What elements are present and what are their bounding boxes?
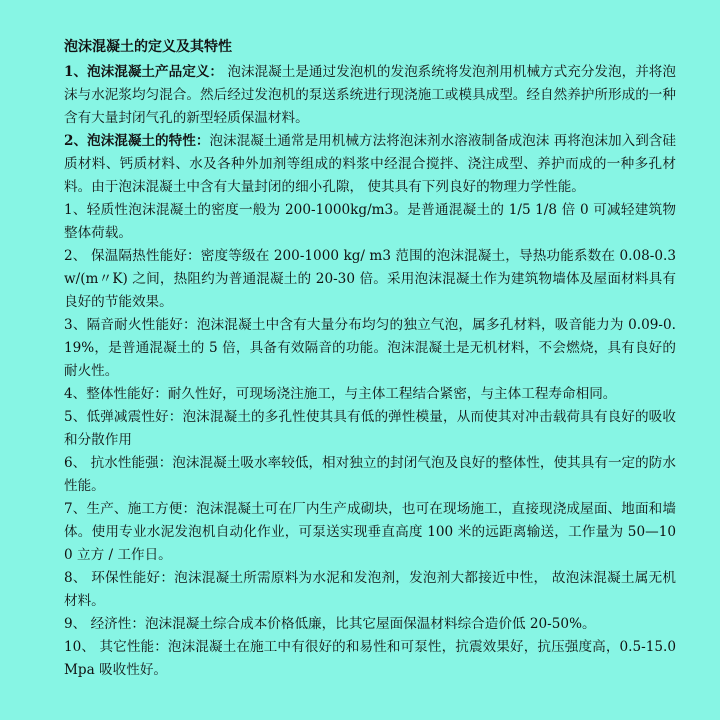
paragraph-item-9: 9、 经济性：泡沫混凝土综合成本价格低廉，比其它屋面保温材料综合造价低 20-50%。 bbox=[64, 616, 596, 632]
document-title: 泡沫混凝土的定义及其特性 bbox=[64, 39, 232, 55]
paragraph-item-4: 4、整体性能好：耐久性好，可现场浇注施工，与主体工程结合紧密，与主体工程寿命相同。 bbox=[64, 386, 617, 402]
paragraph-lead: 1、泡沫混凝土产品定义： bbox=[64, 64, 224, 80]
paragraph-definition bbox=[64, 61, 676, 130]
paragraph-properties bbox=[64, 130, 676, 199]
paragraph-lead: 2、泡沫混凝土的特性： bbox=[64, 133, 210, 149]
paragraph-item-6: 6、 抗水性能强：泡沫混凝土吸水率较低，相对独立的封闭气泡及良好的整体性，使其具有一定的防水性能。 bbox=[64, 455, 676, 494]
paragraph-item-10: 10、 其它性能：泡沫混凝土在施工中有很好的和易性和可泵性，抗震效果好，抗压强度高，0.5-15.0Mpa 吸收性好。 bbox=[64, 639, 676, 678]
paragraph-text: 泡沫混凝土是通过发泡机的发泡系统将发泡剂用机械方式充分发泡，并将泡沫与水泥浆均匀混合。然后经过发泡机的泵送系统进行现浇施工或模具成型。经自然养护所形成的一种含有大量封闭气孔的新型轻质保温材料。 bbox=[64, 64, 676, 126]
paragraph-item-1: 1、轻质性泡沫混凝土的密度一般为 200-1000kg/m3。是普通混凝土的 1/5 1/8 倍 0 可减轻建筑物整体荷载。 bbox=[64, 202, 676, 241]
paragraph-item-3: 3、隔音耐火性能好：泡沫混凝土中含有大量分布均匀的独立气泡，属多孔材料，吸音能力为 0.09-0.19%，是普通混凝土的 5 倍，具备有效隔音的功能。泡沫混凝土是无机材料，不会燃烧，具有良好的耐火性。 bbox=[64, 317, 676, 379]
paragraph-text: 泡沫混凝土通常是用机械方法将泡沫剂水溶液制备成泡沫 再将泡沫加入到含硅质材料、钙质材料、水及各种外加剂等组成的料浆中经混合搅拌、浇注成型、养护而成的一种多孔材料。由于泡沫混凝土中含有大量封闭的细小孔隙， 使其具有下列良好的物理力学性能。 bbox=[64, 133, 676, 195]
paragraph-item-7: 7、生产、施工方便：泡沫混凝土可在厂内生产成砌块，也可在现场施工，直接现浇成屋面、地面和墙体。使用专业水泥发泡机自动化作业，可泵送实现垂直高度 100 米的远距离输送，工作量为 50—100 立方 / 工作日。 bbox=[64, 501, 676, 563]
paragraph-item-2: 2、 保温隔热性能好：密度等级在 200-1000 kg/ m3 范围的泡沫混凝土，导热功能系数在 0.08-0.3w/(m〃K) 之间，热阻约为普通混凝土的 20-30 倍。采用泡沫混凝土作为建筑物墙体及屋面材料具有良好的节能效果。 bbox=[64, 248, 676, 310]
paragraph-item-5: 5、低弹减震性好：泡沫混凝土的多孔性使其具有低的弹性模量，从而使其对冲击载荷具有良好的吸收和分散作用 bbox=[64, 409, 676, 448]
paragraph-item-8: 8、 环保性能好：泡沫混凝土所需原料为水泥和发泡剂，发泡剂大都接近中性， 故泡沫混凝土属无机材料。 bbox=[64, 570, 676, 609]
